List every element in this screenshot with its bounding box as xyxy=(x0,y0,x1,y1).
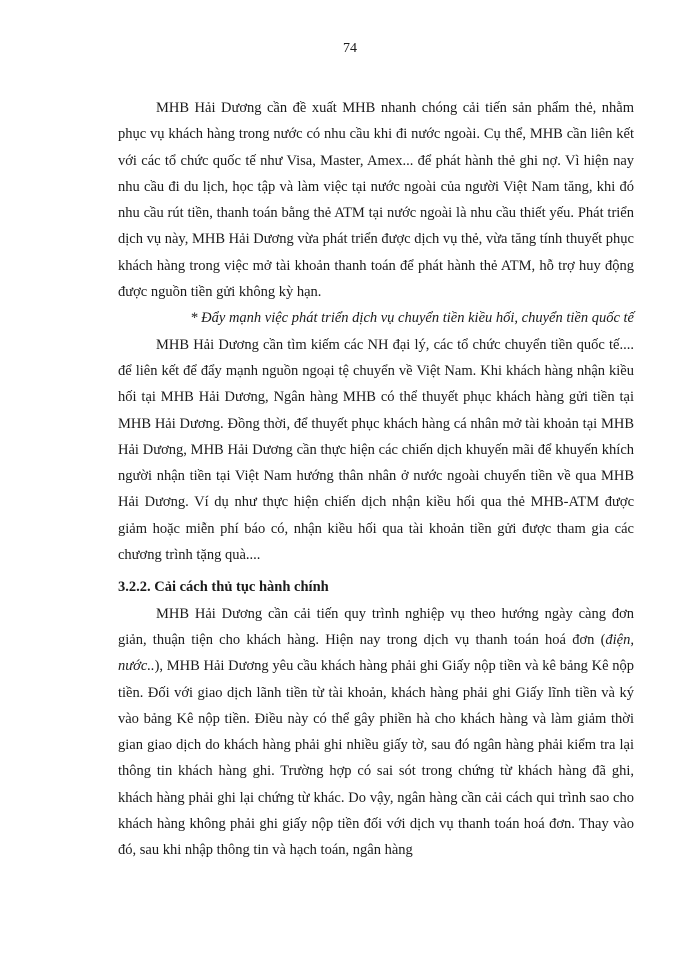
paragraph-text-part: ), MHB Hải Dương yêu cầu khách hàng phải ghi Giấy nộp tiền và kê bảng Kê nộp tiền. Đối với giao dịch lãnh tiền từ tài khoản, khách hàng phải ghi Giấy lĩnh tiền và ký vào bảng Kê nộp tiền. Điều này có thể gây phiền hà cho khách hàng và làm giảm thời gian giao dịch do khách hàng phải ghi nhiều giấy tờ, sau đó ngân hàng phải kiểm tra lại thông tin khách hàng ghi. Trường hợp có sai sót trong chứng từ khách hàng đã ghi, khách hàng phải ghi lại chứng từ khác. Do vậy, ngân hàng cần cải cách qui trình sao cho khách hàng không phải ghi giấy nộp tiền đối với dịch vụ thanh toán hoá đơn. Thay vào đó, sau khi nhập thông tin và hạch toán, ngân hàng xyxy=(118,658,634,859)
paragraph-card-services: MHB Hải Dương cần đề xuất MHB nhanh chóng cải tiến sản phẩm thẻ, nhằm phục vụ khách hàng trong nước có nhu cầu khi đi nước ngoài. Cụ thể, MHB cần liên kết với các tổ chức quốc tế như Visa, Master, Amex... để phát hành thẻ ghi nợ. Vì hiện nay nhu cầu đi du lịch, học tập và làm việc tại nước ngoài của người Việt Nam tăng, khi đó nhu cầu rút tiền, thanh toán bằng thẻ ATM tại nước ngoài là nhu cầu thiết yếu. Phát triển dịch vụ này, MHB Hải Dương vừa phát triển được dịch vụ thẻ, vừa tăng tính thuyết phục khách hàng trong việc mở tài khoản thanh toán để phát hành thẻ ATM, hỗ trợ huy động được nguồn tiền gửi không kỳ hạn. xyxy=(118,100,634,301)
paragraph-remittance: MHB Hải Dương cần tìm kiếm các NH đại lý, các tổ chức chuyển tiền quốc tế.... để liên kết để đẩy mạnh nguồn ngoại tệ chuyển về Việt Nam. Khi khách hàng nhận kiều hối tại MHB Hải Dương, Ngân hàng MHB có thể thuyết phục khách hàng gửi tiền tại MHB Hải Dương. Đồng thời, để thuyết phục khách hàng cá nhân mở tài khoản tại MHB Hải Dương, MHB Hải Dương cần thực hiện các chiến dịch khuyến mãi để khuyến khích người nhận tiền tại Việt Nam hướng thân nhân ở nước ngoài chuyển tiền về qua MHB Hải Dương. Ví dụ như thực hiện chiến dịch nhận kiều hối qua thẻ MHB-ATM được giảm hoặc miễn phí báo có, nhận kiều hối qua tài khoản tiền gửi được tham gia các chương trình tặng quà.... xyxy=(118,336,634,564)
page-number: 74 xyxy=(343,41,357,56)
page-body xyxy=(118,95,634,864)
subheading-remittance: * Đẩy mạnh việc phát triển dịch vụ chuyển tiền kiều hối, chuyển tiền quốc tế xyxy=(190,310,634,327)
paragraph-admin-reform xyxy=(118,601,634,864)
paragraph-italic-part: điện, nước.. xyxy=(118,631,634,675)
paragraph-text-part: MHB Hải Dương cần cải tiến quy trình nghiệp vụ theo hướng ngày càng đơn giản, thuận tiện cho khách hàng. Hiện nay trong dịch vụ thanh toán hoá đơn ( xyxy=(118,605,634,648)
section-heading: 3.2.2. Cải cách thủ tục hành chính xyxy=(118,579,329,596)
